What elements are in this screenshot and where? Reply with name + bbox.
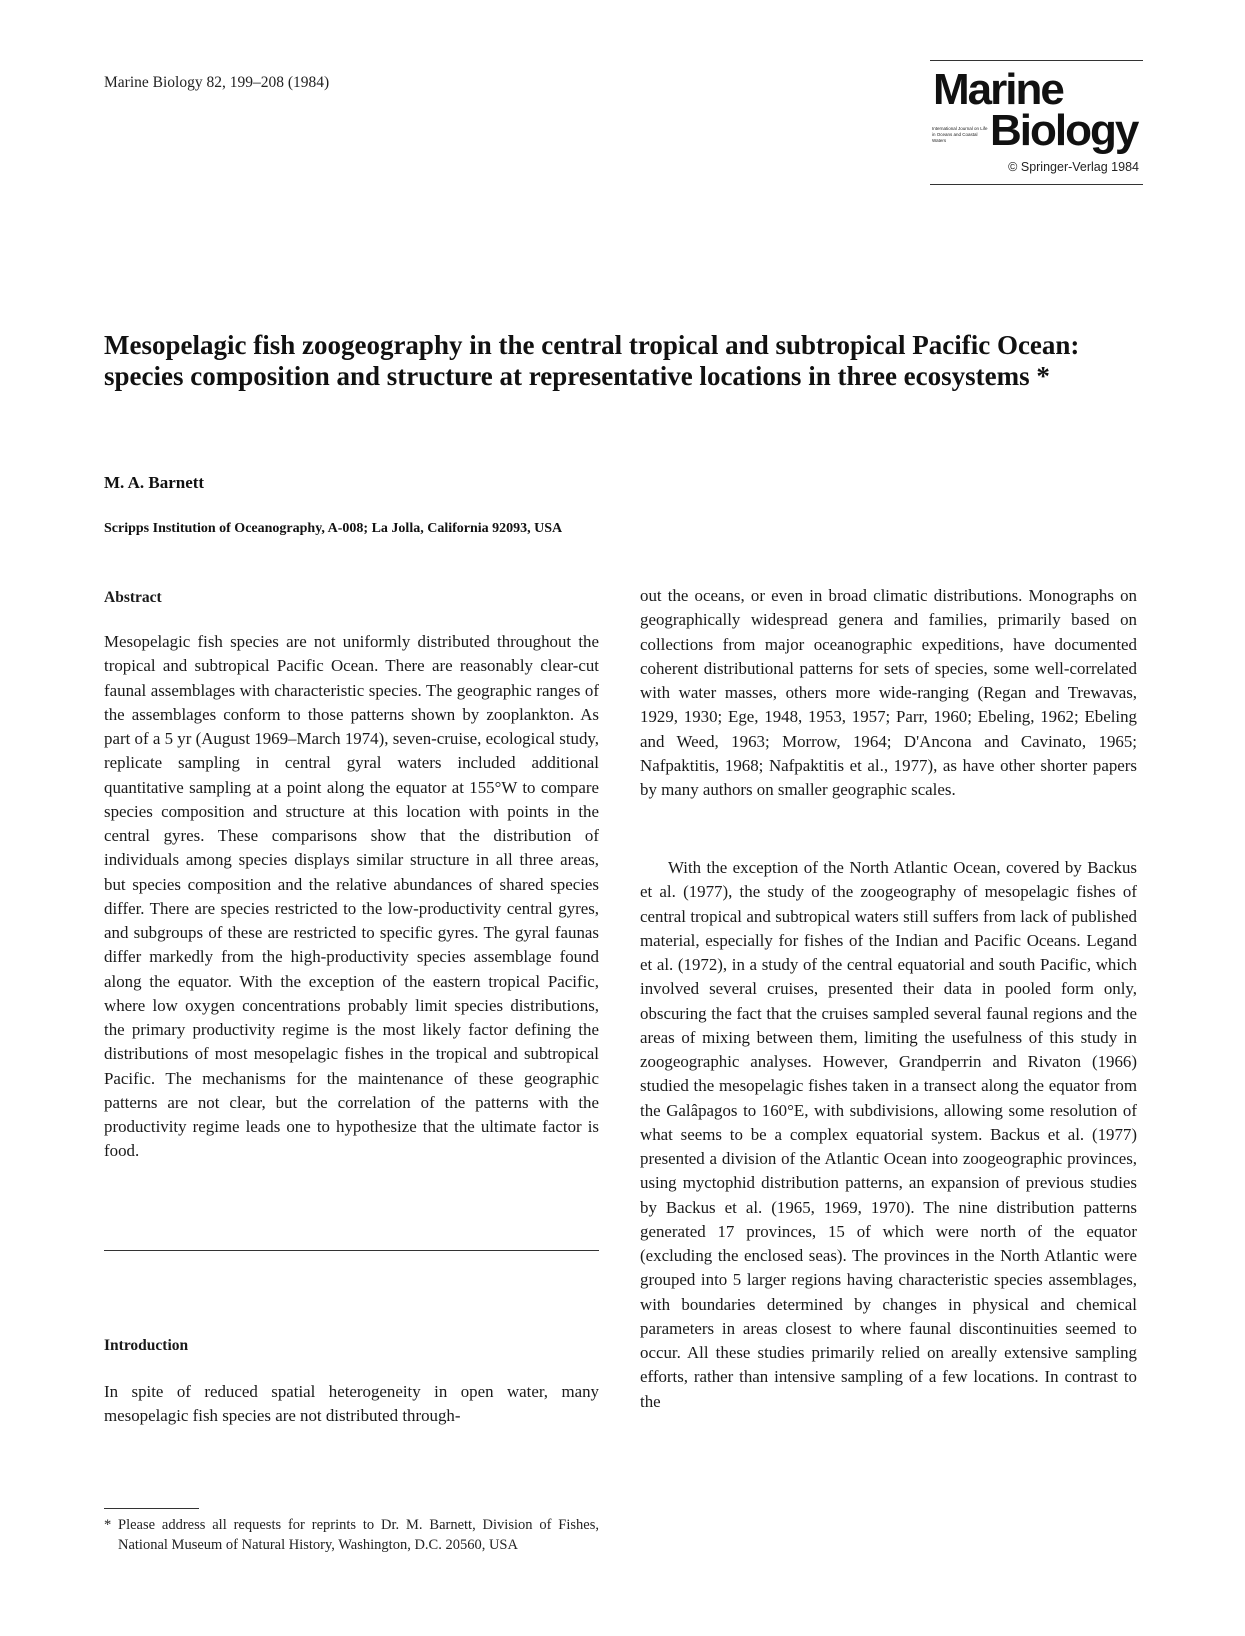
logo-bottom-rule <box>930 184 1143 185</box>
body-paragraph-1: out the oceans, or even in broad climatic distributions. Monographs on geographically widespread genera and families, primarily based on collections from major oceanographic expeditions, have documented coherent distributional patterns for sets of species, some well-correlated with water masses, others more wide-ranging (Regan and Trewavas, 1929, 1930; Ege, 1948, 1953, 1957; Parr, 1960; Ebeling, 1962; Ebeling and Weed, 1963; Morrow, 1964; D'Ancona and Cavinato, 1965; Nafpaktitis, 1968; Nafpaktitis et al., 1977), as have other shorter papers by many authors on smaller geographic scales. <box>640 586 1137 799</box>
abstract-divider <box>104 1250 599 1251</box>
logo-biology-text: Biology <box>990 106 1138 155</box>
logo-top-rule <box>930 60 1143 61</box>
journal-citation: Marine Biology 82, 199–208 (1984) <box>104 74 330 91</box>
introduction-text: In spite of reduced spatial heterogeneity in open water, many mesopelagic fish species are not distributed through- <box>104 1382 599 1426</box>
journal-logo <box>930 60 1143 190</box>
article-title: Mesopelagic fish zoogeography in the central tropical and subtropical Pacific Ocean: species composition and structure at representative locations in three ecosystems * <box>104 330 1080 391</box>
body-paragraph-2: With the exception of the North Atlantic Ocean, covered by Backus et al. (1977), the study of the zoogeography of mesopelagic fishes of central tropical and subtropical waters still suffers from lack of published material, especially for fishes of the Indian and Pacific Oceans. Legand et al. (1972), in a study of the central equatorial and south Pacific, which involved several cruises, presented their data in pooled form only, obscuring the fact that the cruises sampled several faunal regions and the areas of mixing between them, limiting the usefulness of this study in zoogeographic analyses. However, Grandperrin and Rivaton (1966) studied the mesopelagic fishes taken in a transect along the equator from the Galâpagos to 160°E, with subdivisions, allowing some resolution of what seems to be a complex equatorial system. Backus et al. (1977) presented a division of the Atlantic Ocean into zoogeographic provinces, using myctophid distribution patterns, an expansion of previous studies by Backus et al. (1965, 1969, 1970). The nine distribution patterns generated 17 provinces, 15 of which were north of the equator (excluding the enclosed seas). The provinces in the North Atlantic were grouped into 5 larger regions having characteristic species assemblages, with boundaries determined by changes in physical and chemical parameters in areas closest to where faunal discontinuities seemed to occur. All these studies primarily relied on areally extensive sampling efforts, rather than intensive sampling of a few locations. In contrast to the <box>640 858 1137 1411</box>
footnote-mark: * <box>104 1517 112 1533</box>
abstract-text: Mesopelagic fish species are not uniformly distributed throughout the tropical and subtropical Pacific Ocean. There are reasonably clear-cut faunal assemblages with characteristic species. The geographic ranges of the assemblages conform to those patterns shown by zooplankton. As part of a 5 yr (August 1969–March 1974), seven-cruise, ecological study, replicate sampling in central gyral waters included additional quantitative sampling at a point along the equator at 155°W to compare species composition and structure at this location with points in the central gyres. These comparisons show that the distribution of individuals among species displays similar structure in all three areas, but species composition and the relative abundances of shared species differ. There are species restricted to the low-productivity central gyres, and subgroups of these are restricted to specific gyres. The gyral faunas differ markedly from the high-productivity species assemblage found along the equator. With the exception of the eastern tropical Pacific, where low oxygen concentrations probably limit species distributions, the primary productivity regime is the most likely factor defining the distributions of most mesopelagic fishes in the tropical and subtropical Pacific. The mechanisms for the maintenance of these geographic patterns are not clear, but the correlation of the patterns with the productivity regime leads one to hypothesize that the ultimate factor is food. <box>104 632 599 1161</box>
author-affiliation: Scripps Institution of Oceanography, A-008; La Jolla, California 92093, USA <box>104 521 563 536</box>
logo-subtitle: International Journal on Life in Oceans and Coastal Waters <box>932 126 988 143</box>
introduction-heading: Introduction <box>104 1337 189 1354</box>
footnote-text: Please address all requests for reprints to Dr. M. Barnett, Division of Fishes, National Museum of Natural History, Washington, D.C. 20560, USA <box>118 1517 599 1553</box>
footnote <box>104 1515 599 1555</box>
abstract-heading: Abstract <box>104 589 162 606</box>
logo-copyright: © Springer-Verlag 1984 <box>1008 160 1139 174</box>
logo-marine-text: Marine <box>933 65 1063 114</box>
article-author: M. A. Barnett <box>104 473 205 492</box>
footnote-rule <box>104 1508 199 1509</box>
